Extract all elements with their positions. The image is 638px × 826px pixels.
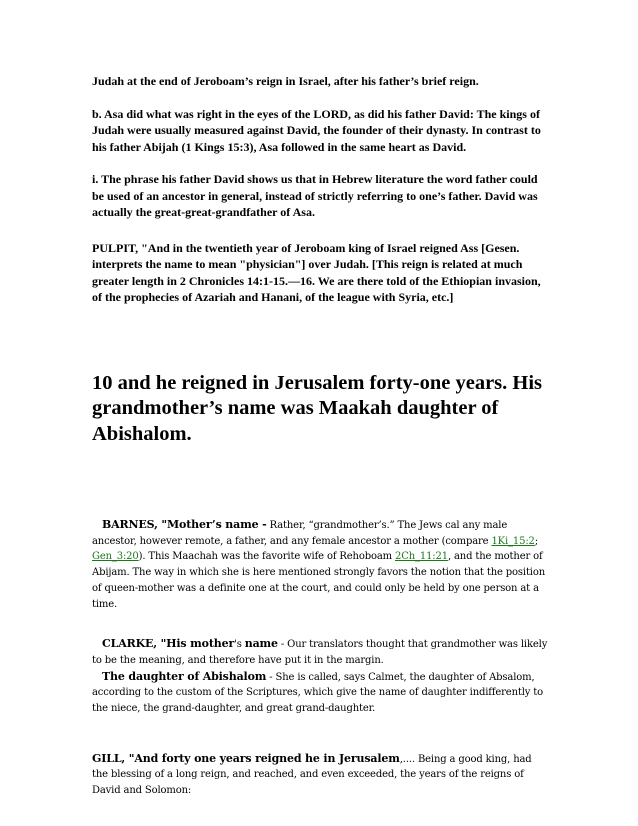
paragraph-pulpit: PULPIT, "And in the twentieth year of Jeroboam king of Israel reigned Ass [Gesen. interprets the name to mean "physician"] over Judah. [This reign is related at much greater length in 2 Chronicles 14:1-15.—16. We are there told of the Ethiopian invasion, of the prophecies of Azariah and Hanani, of the league with Syria, etc.] [92,240,541,304]
ref-link-gen-3-20[interactable]: Gen_3:20 [92,551,139,563]
document-page [92,73,548,798]
clarke-daughter-lead: The daughter of Abishalom [102,669,267,683]
barnes-lead: BARNES, "Mother’s name - [102,518,267,531]
commentary-clarke: CLARKE, "His mother's name - Our translators thought that grandmother was likely to be the meaning, and therefore have put it in the margin. The daughter of Abishalom - She is called, says Calmet, the daughter of Absalom, according to the custom of the Scriptures, which give the name of daughter indifferently to the niece, the grand-daughter, and great grand-daughter. [92,637,548,715]
clarke-lead: CLARKE, "His mother [102,637,235,651]
commentary-gill: GILL, "And forty one years reigned he in Jerusalem,.... Being a good king, had the blessing of a long reign, and reached, and even exceeded, the years of the reigns of David and Solomon: [92,751,532,796]
ref-link-2ch-11-21[interactable]: 2Ch_11:21 [395,551,448,563]
paragraph-asa-right: b. Asa did what was right in the eyes of the LORD, as did his father David: The kings of Judah were usually measured against David, the founder of their dynasty. In contrast to his father Abijah (1 Kings 15:3), Asa followed in the same heart as David. [92,106,541,154]
paragraph-father-david: i. The phrase his father David shows us that in Hebrew literature the word father could be used of an ancestor in general, instead of strictly referring to one’s father. David was actually the great-great-grandfather of Asa. [92,172,538,219]
ref-link-1ki-15-2[interactable]: 1Ki_15:2 [491,535,535,547]
commentary-barnes: BARNES, "Mother’s name - Rather, “grandmother’s.” The Jews cal any male ancestor, however remote, a father, and any female ancestor a mother (compare 1Ki_15:2; Gen_3:20). This Maachah was the favorite wife of Rehoboam 2Ch_11:21, and the mother of Abijam. The way in which she is here mentioned strongly favors the notion that the position of queen-mother was a definite one at the court, and could only be held by one person at a time. [92,518,546,610]
gill-lead: GILL, "And forty one years reigned he in Jerusalem [92,751,400,765]
paragraph-judah-reign: Judah at the end of Jeroboam’s reign in Israel, after his father’s brief reign. [92,74,479,88]
verse-heading: 10 and he reigned in Jerusalem forty-one years. His grandmother’s name was Maakah daughter of Abishalom. [92,371,543,445]
